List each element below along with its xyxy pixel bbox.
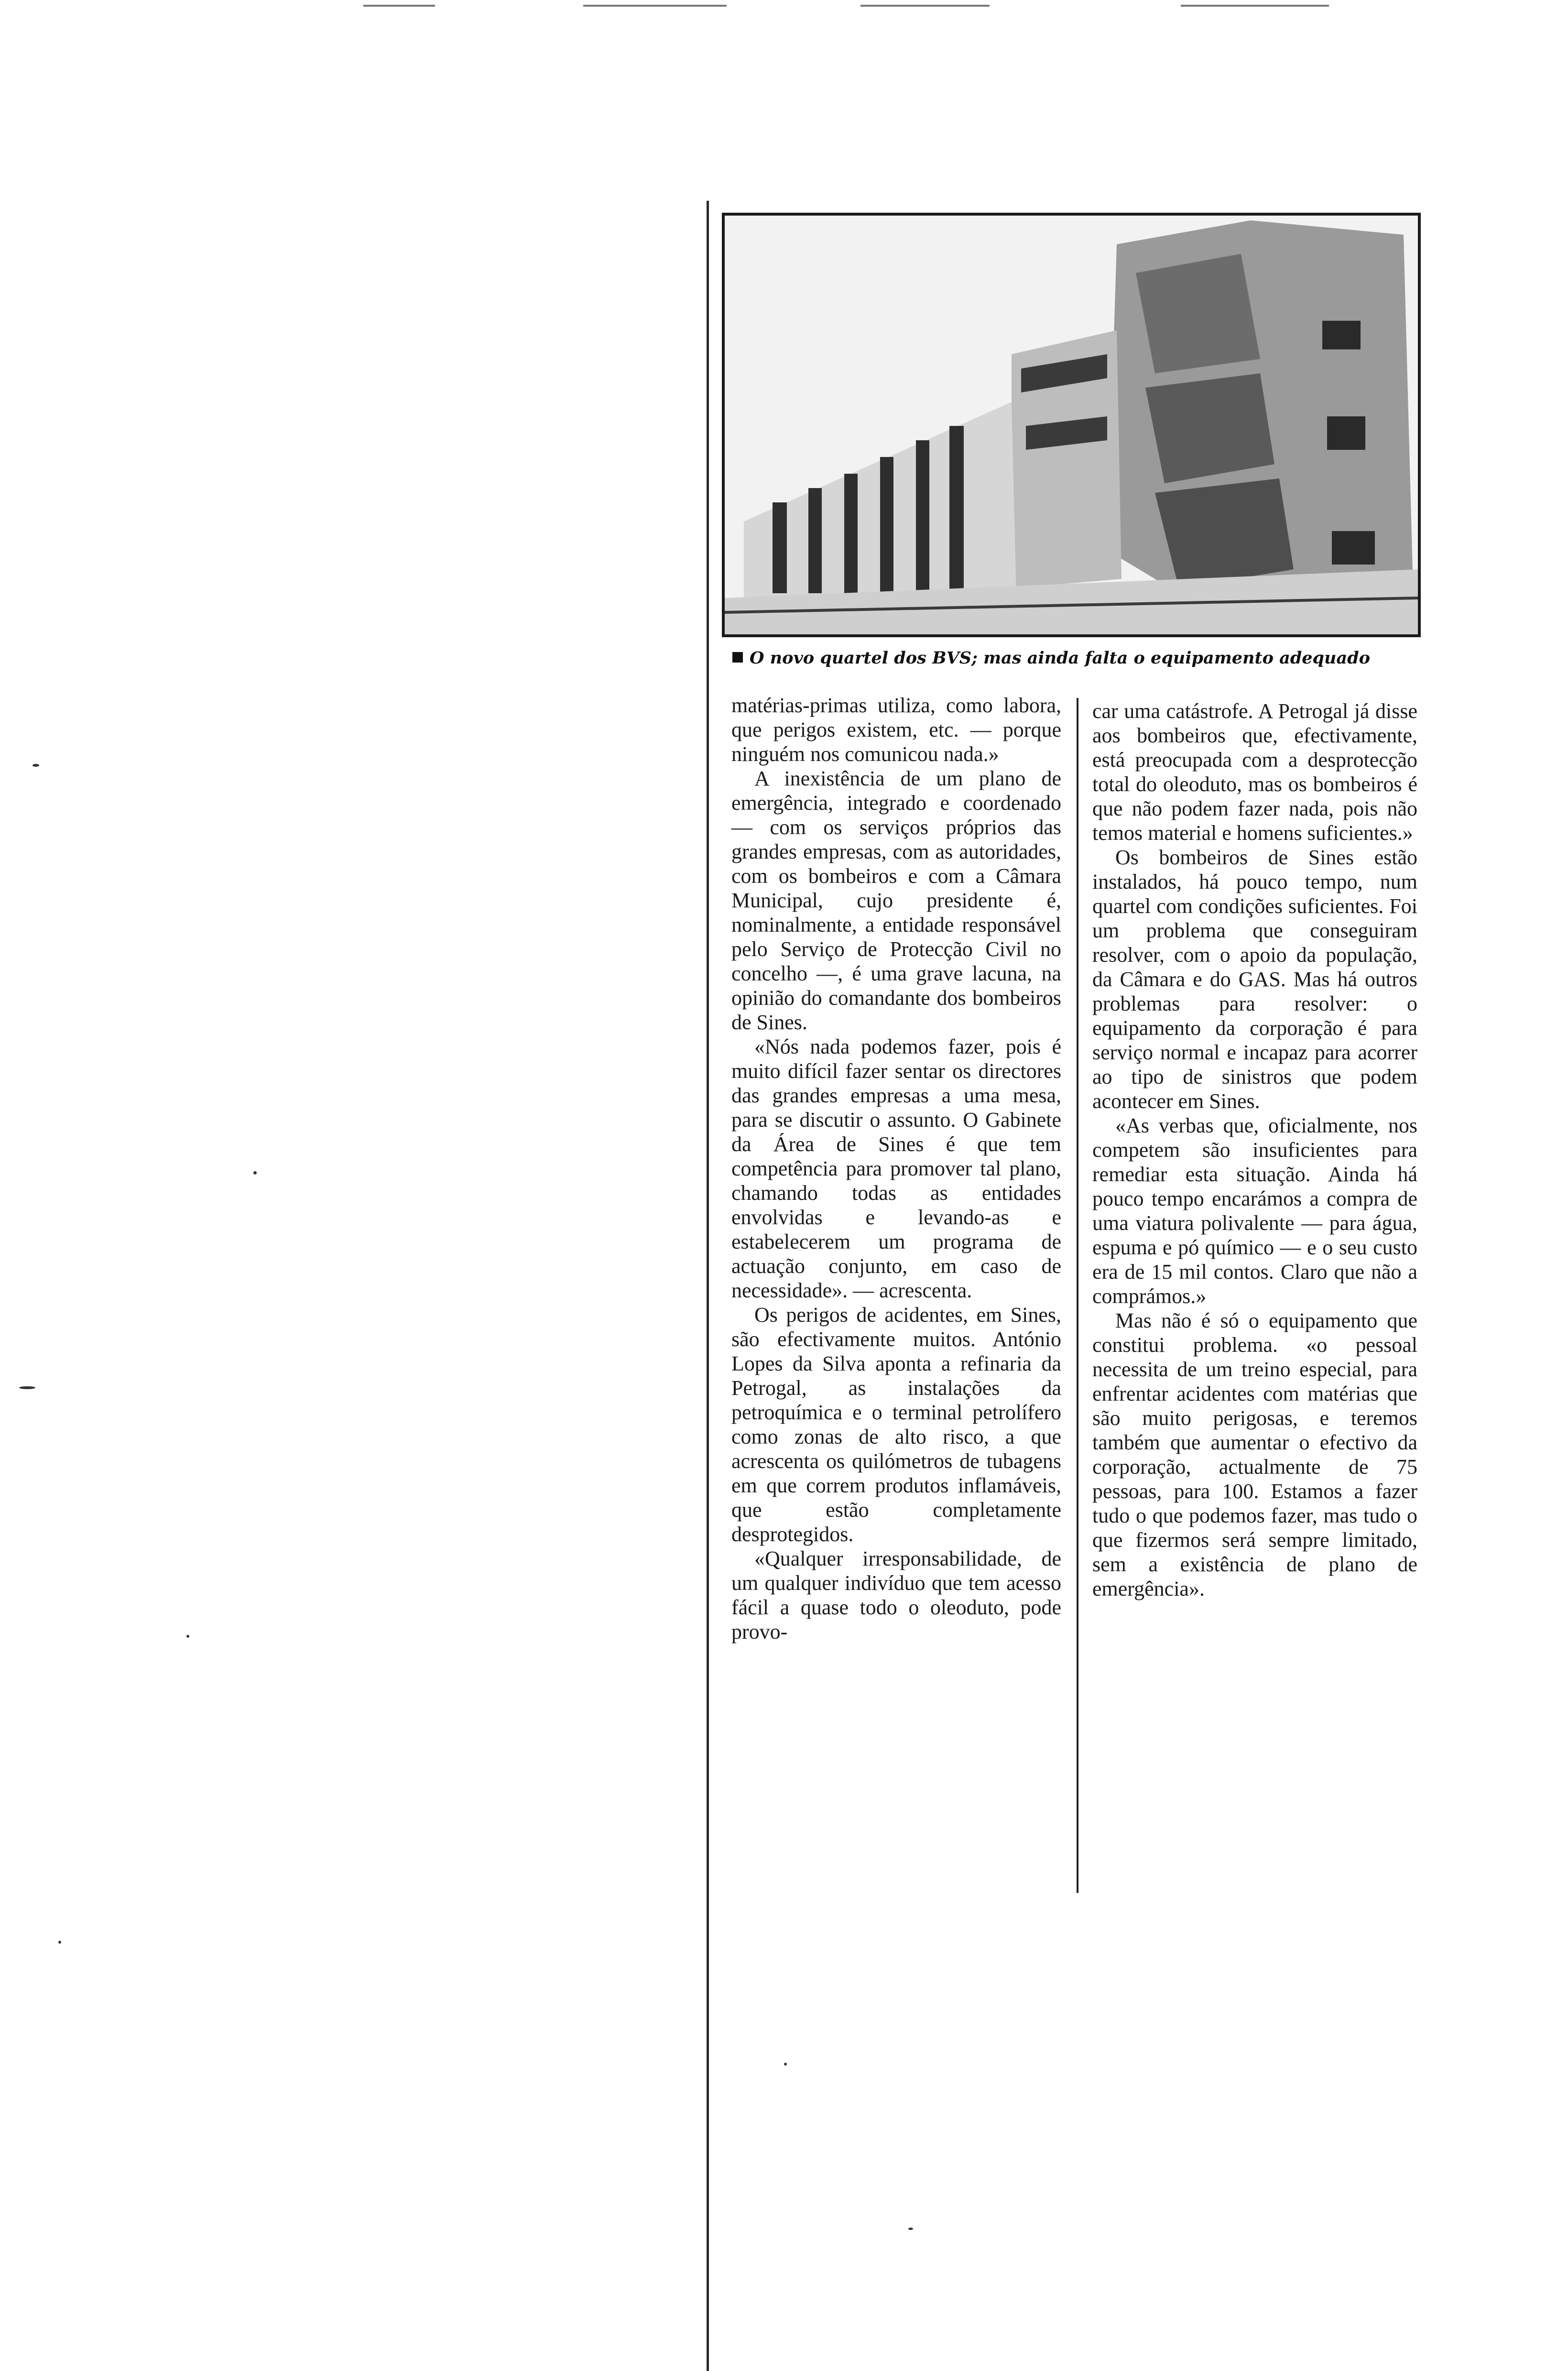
scan-edge-line [583,5,727,7]
scan-speck [784,2063,787,2066]
scan-speck [19,1386,35,1389]
paragraph: «Qualquer irresponsabilidade, de um qualquer indivíduo que tem acesso fácil a quase todo o oleoduto, pode provo- [731,1547,1061,1643]
paragraph: matérias-primas utiliza, como labora, que perigos existem, etc. — porque ninguém nos comunicou nada.» [731,694,1061,766]
caption-bullet-icon [732,652,743,663]
scan-edge-line [363,5,435,7]
photo-caption [732,647,1421,669]
scan-speck [58,1941,61,1944]
paragraph: «As verbas que, oficialmente, nos competem são insuficientes para remediar esta situação. Ainda há pouco tempo encarámos a compra de uma viatura polivalente — para água, espuma e pó químico — e o seu custo era de 15 mil contos. Claro que não a comprámos.» [1092,1114,1417,1308]
scan-speck [186,1635,189,1638]
scan-speck [253,1171,257,1175]
page-margin-rule [707,201,709,2371]
photo-caption-text: O novo quartel dos BVS; mas ainda falta o equipamento adequado [750,648,1370,668]
paragraph: Os bombeiros de Sines estão instalados, há pouco tempo, num quartel com condições suficientes. Foi um problema que conseguiram resolver, com o apoio da população, da Câmara e do GAS. Mas há outros problemas para resolver: o equipamento da corporação é para serviço normal e incapaz para acorrer ao tipo de sinistros que podem acontecer em Sines. [1092,846,1417,1113]
paragraph: «Nós nada podemos fazer, pois é muito difícil fazer sentar os directores das grandes empresas a uma mesa, para se discutir o assunto. O Gabinete da Área de Sines é que tem competência para promover tal plano, chamando todas as entidades envolvidas e levando-as e estabelecerem um programa de actuação conjunto, em caso de necessidade». — acrescenta. [731,1035,1061,1302]
article-column-right [1092,699,1417,1601]
scan-speck [33,764,39,767]
scan-edge-line [1181,5,1329,7]
scan-speck [908,2228,913,2230]
paragraph: car uma catástrofe. A Petrogal já disse aos bombeiros que, efectivamente, está preocupada com a desprotecção total do oleoduto, mas os bombeiros é que não podem fazer nada, pois não temos material e homens suficientes.» [1092,699,1417,845]
article-column-left [731,693,1061,1644]
paragraph: Mas não é só o equipamento que constitui problema. «o pessoal necessita de um treino especial, para enfrentar acidentes com matérias que são muito perigosas, e teremos também que aumentar o efectivo da corporação, actualmente de 75 pessoas, para 100. Estamos a fazer tudo o que podemos fazer, mas tudo o que fizermos será sempre limitado, sem a existência de plano de emergência». [1092,1309,1417,1600]
column-divider [1077,698,1078,1893]
scan-edge-line [860,5,990,7]
paragraph: Os perigos de acidentes, em Sines, são efectivamente muitos. António Lopes da Silva aponta a refinaria da Petrogal, as instalações da petroquímica e o terminal petrolífero como zonas de alto risco, a que acrescenta os quilómetros de tubagens em que correm produtos inflamáveis, que estão completamente desprotegidos. [731,1303,1061,1546]
article-photo [722,213,1421,637]
paragraph: A inexistência de um plano de emergência, integrado e coordenado — com os serviços próprios das grandes empresas, com as autoridades, com os bombeiros e com a Câmara Municipal, cujo presidente é, nominalmente, a entidade responsável pelo Serviço de Protecção Civil no concelho —, é uma grave lacuna, na opinião do comandante dos bombeiros de Sines. [731,767,1061,1034]
